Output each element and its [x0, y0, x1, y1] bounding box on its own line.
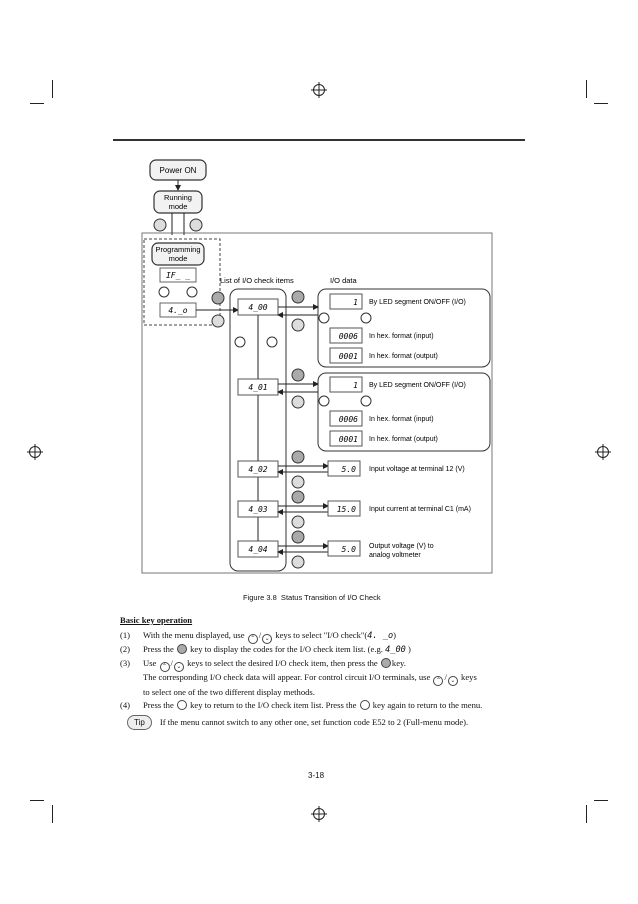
svg-text:0001: 0001: [338, 435, 358, 444]
svg-text:0006: 0006: [338, 415, 358, 424]
prg-key-icon: [177, 700, 187, 710]
crop-mark: [594, 800, 608, 801]
func-data-key-icon: [381, 658, 391, 668]
func-data-key-icon: [177, 644, 187, 654]
step-number: (1): [120, 630, 131, 640]
svg-text:List of I/O check items: List of I/O check items: [220, 276, 294, 285]
up-key-icon: ⌃: [160, 662, 170, 672]
svg-text:0006: 0006: [338, 332, 358, 341]
svg-text:I/O data: I/O data: [330, 276, 357, 285]
svg-text:In hex. format (output): In hex. format (output): [369, 353, 438, 360]
step-3-detail: The corresponding I/O check data will appear. For control circuit I/O terminals, use ⌃ / ⌄ keys to select one of the two different display methods.: [143, 672, 477, 697]
up-key-icon: ⌃: [248, 634, 258, 644]
svg-text:Programmingmode: Programming mode: [155, 245, 201, 263]
svg-text:4_01: 4_01: [248, 383, 268, 392]
up-key-icon: ⌃: [433, 676, 443, 686]
svg-text:Input voltage at terminal 12 (: Input voltage at terminal 12 (V): [369, 466, 465, 473]
svg-text:1: 1: [353, 381, 358, 390]
svg-text:5.0: 5.0: [341, 465, 356, 474]
svg-text:By LED segment ON/OFF (I/O): By LED segment ON/OFF (I/O): [369, 299, 466, 306]
registration-mark-icon: [313, 84, 325, 96]
crop-mark: [594, 103, 608, 104]
page-number: 3-18: [308, 771, 325, 780]
down-key-icon: ⌄: [262, 634, 272, 644]
step-3: (3) Use ⌃ / ⌄ keys to select the desired I/O check item, then press the key.: [120, 658, 406, 670]
svg-text:In hex. format (output): In hex. format (output): [369, 436, 438, 443]
svg-text:Input current at terminal C1 (: Input current at terminal C1 (mA): [369, 506, 471, 513]
power-on-label: Power ON: [159, 166, 197, 175]
svg-text:4_03: 4_03: [248, 505, 268, 514]
svg-text:4_02: 4_02: [248, 465, 268, 474]
svg-text:Runningmode: Running mode: [164, 193, 192, 211]
status-transition-diagram: [120, 155, 520, 580]
down-key-icon: ⌄: [448, 676, 458, 686]
svg-text:5.0: 5.0: [341, 545, 356, 554]
crop-mark: [30, 103, 44, 104]
step-4: (4) Press the key to return to the I/O check item list. Press the key again to return to the menu.: [120, 700, 483, 710]
svg-text:15.0: 15.0: [336, 505, 356, 514]
step-1: (1) With the menu displayed, use ⌃ / ⌄ keys to select "I/O check"(4. _o): [120, 630, 396, 642]
registration-mark-icon: [597, 446, 609, 458]
down-key-icon: ⌄: [174, 662, 184, 672]
tip-text: If the menu cannot switch to any other one, set function code E52 to 2 (Full-menu mode).: [159, 717, 469, 727]
tip-badge: Tip: [127, 715, 152, 730]
crop-mark: [30, 800, 44, 801]
prog-lcd-2: 4._o: [168, 306, 188, 315]
prog-lcd-1: IF_ _: [165, 271, 191, 280]
svg-text:1: 1: [353, 298, 358, 307]
crop-mark: [52, 80, 53, 98]
svg-text:In hex. format (input): In hex. format (input): [369, 416, 434, 423]
registration-mark-icon: [29, 446, 41, 458]
header-rule: [113, 139, 525, 141]
svg-text:In hex. format (input): In hex. format (input): [369, 333, 434, 340]
crop-mark: [586, 805, 587, 823]
section-heading: Basic key operation: [120, 615, 193, 625]
svg-text:analog voltmeter: analog voltmeter: [369, 552, 421, 559]
svg-text:0001: 0001: [338, 352, 358, 361]
tip-row: [127, 715, 537, 730]
registration-mark-icon: [313, 808, 325, 820]
figure-caption: Figure 3.8 Status Transition of I/O Check: [243, 593, 381, 602]
prg-key-icon: [154, 219, 166, 231]
diagram-frame: [142, 233, 492, 573]
prg-key-icon: [360, 700, 370, 710]
crop-mark: [586, 80, 587, 98]
svg-text:4_04: 4_04: [248, 545, 268, 554]
step-2: (2) Press the key to display the codes for the I/O check item list. (e.g. 4_00 ): [120, 644, 411, 655]
prg-key-icon: [190, 219, 202, 231]
crop-mark: [52, 805, 53, 823]
svg-text:By LED segment ON/OFF (I/O): By LED segment ON/OFF (I/O): [369, 382, 466, 389]
svg-text:Output voltage (V) to: Output voltage (V) to: [369, 543, 434, 550]
svg-text:4_00: 4_00: [248, 303, 268, 312]
